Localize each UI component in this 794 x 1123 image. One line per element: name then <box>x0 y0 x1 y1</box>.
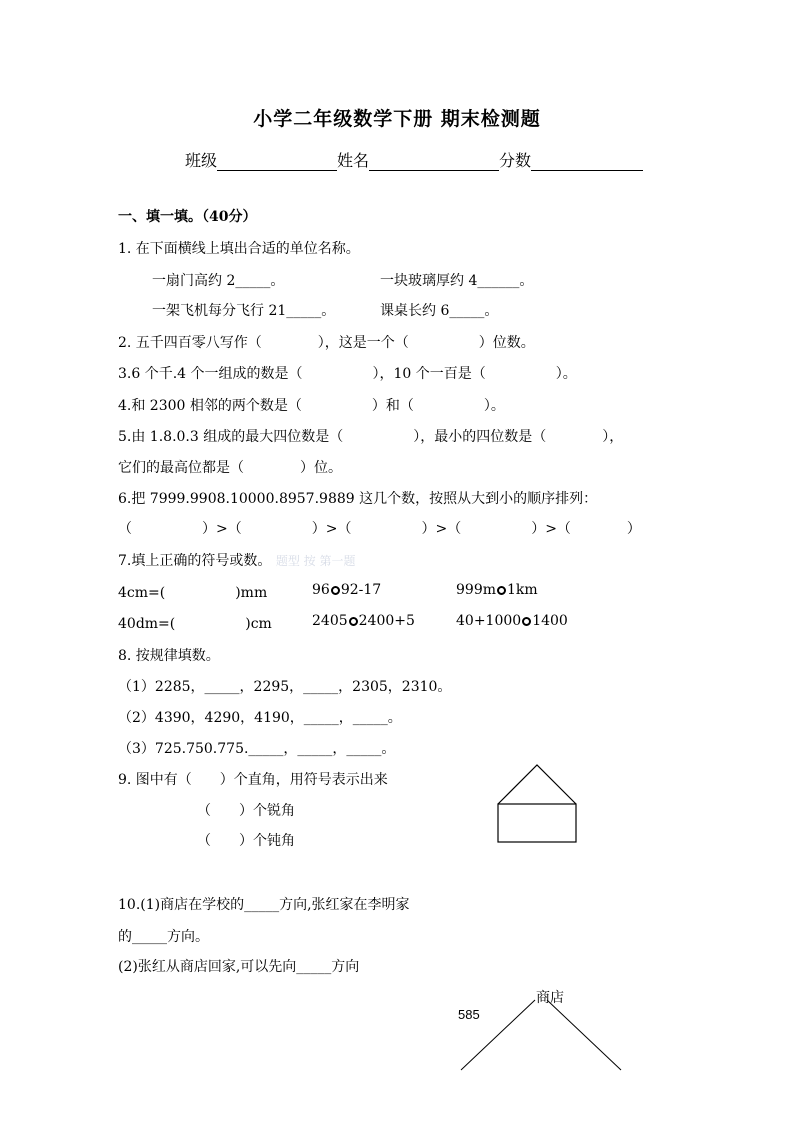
q1-d: 课桌长约 6_____。 <box>380 303 499 319</box>
q7-r1b <box>312 582 381 598</box>
q8-s1: （1）2285，_____，2295，_____，2305，2310。 <box>118 679 452 695</box>
q8-s2: （2）4390，4290，4190，_____，_____。 <box>118 710 402 726</box>
compare-circle <box>497 586 506 595</box>
q9-l2: （ ）个锐角 <box>197 803 295 819</box>
map-number-label: 585 <box>458 1007 480 1022</box>
watermark: 题型 按 第一题 <box>275 554 356 568</box>
q6-text: 6.把 7999.9908.10000.8957.9889 这几个数，按照从大到小的顺序排列： <box>118 491 598 507</box>
q7-r1a: 4cm=( )mm <box>118 585 268 601</box>
q10-l2: 的_____方向。 <box>118 929 209 945</box>
score-blank <box>531 152 643 171</box>
q3-text: 3.6 个千.4 个一组成的数是（ ），10 个一百是（ ）。 <box>118 366 577 382</box>
q7-r2c-left: 40+1000 <box>456 613 522 629</box>
q7-r1b-left: 96 <box>312 582 330 598</box>
q5-text2: 它们的最高位都是（ ）位。 <box>118 460 342 476</box>
q7-r2b-right: 2400+5 <box>358 613 415 629</box>
q1-text: 1. 在下面横线上填出合适的单位名称。 <box>118 241 360 257</box>
q9-l3: （ ）个钝角 <box>197 833 295 849</box>
compare-circle <box>522 617 531 626</box>
q2-text: 2. 五千四百零八写作（ ），这是一个（ ）位数。 <box>118 335 535 351</box>
direction-map-lines <box>455 998 627 1078</box>
q7-r2a: 40dm=( )cm <box>118 616 272 632</box>
q7-r1c-left: 999m <box>456 582 496 598</box>
score-label: 分数 <box>499 151 532 170</box>
page-title: 小学二年级数学下册 期末检测题 <box>253 108 541 130</box>
q7-r2b <box>312 613 415 629</box>
class-blank <box>217 152 337 171</box>
q10-l3: (2)张红从商店回家,可以先向_____方向 <box>118 959 360 975</box>
shop-label: 商店 <box>536 990 564 1006</box>
q7-r2c <box>456 613 568 629</box>
q7-r2c-right: 1400 <box>532 613 568 629</box>
q10-l1: 10.(1)商店在学校的_____方向,张红家在李明家 <box>118 897 410 913</box>
name-label: 姓名 <box>337 151 370 170</box>
name-blank <box>369 152 499 171</box>
q7-label: 7.填上正确的符号或数。 <box>118 553 272 569</box>
house-figure <box>496 762 578 844</box>
q8-text: 8. 按规律填数。 <box>118 648 220 664</box>
q1-c: 一架飞机每分飞行 21_____。 <box>152 303 336 319</box>
q1-a: 一扇门高约 2_____。 <box>152 273 285 289</box>
q9-text: 9. 图中有（ ）个直角，用符号表示出来 <box>118 772 388 788</box>
q8-s3: （3）725.750.775._____，_____，_____。 <box>118 741 396 757</box>
q7-r2b-left: 2405 <box>312 613 348 629</box>
q5-text: 5.由 1.8.0.3 组成的最大四位数是（ ），最小的四位数是（ ）， <box>118 429 624 445</box>
info-row <box>185 148 643 171</box>
q7-r1b-right: 92-17 <box>340 582 382 598</box>
class-label: 班级 <box>185 151 218 170</box>
compare-circle <box>349 617 358 626</box>
q7-r1c-right: 1km <box>507 582 538 598</box>
section-heading: 一、填一填。（40分） <box>118 209 257 225</box>
compare-circle <box>331 586 340 595</box>
q6-text2: （ ）>（ ）>（ ）>（ ）>（ ） <box>118 521 641 537</box>
q4-text: 4.和 2300 相邻的两个数是（ ）和（ ）。 <box>118 398 505 414</box>
q1-b: 一块玻璃厚约 4______。 <box>380 273 534 289</box>
q7-r1c <box>456 582 538 598</box>
q7-text <box>118 550 355 570</box>
